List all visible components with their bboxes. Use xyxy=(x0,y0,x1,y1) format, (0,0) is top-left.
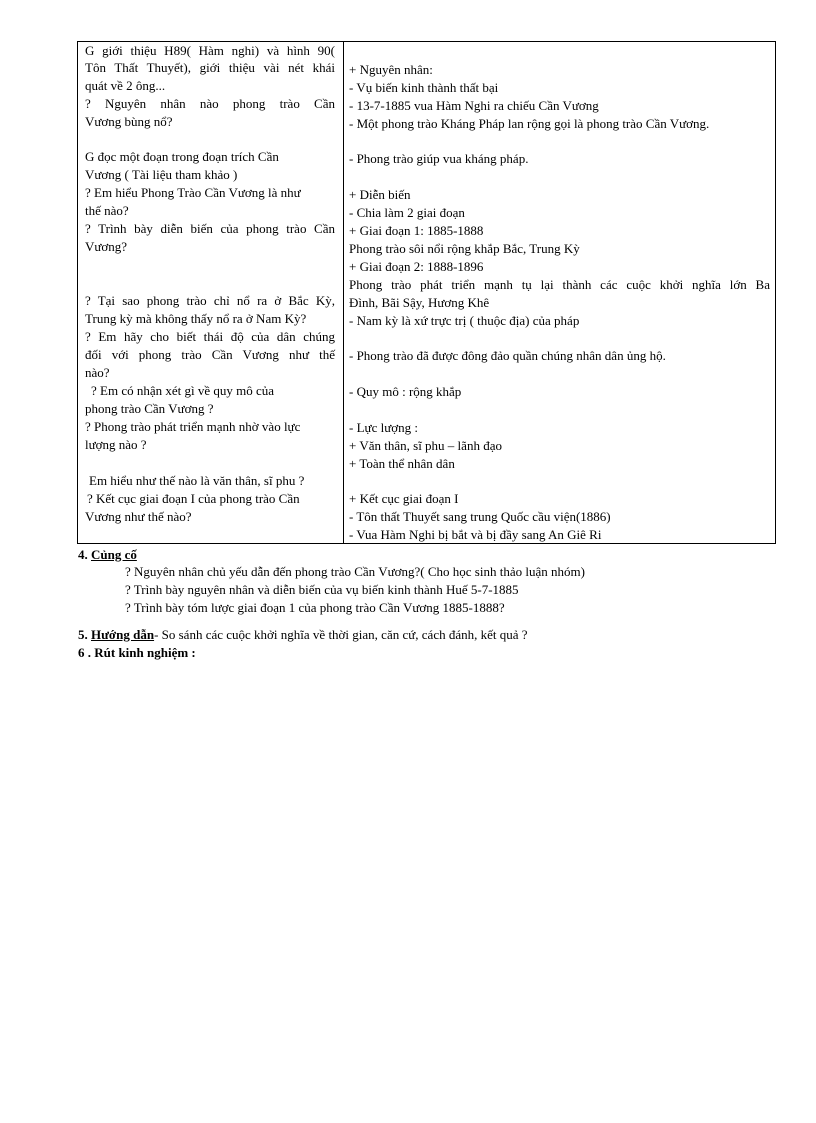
right-line: + Kết cục giai đoạn I xyxy=(349,491,459,506)
left-line: ? Phong trào phát triển mạnh nhờ vào lực xyxy=(85,419,301,434)
section-5 xyxy=(78,626,528,643)
left-line: ? Em hãy cho biết thái độ của dân chúng xyxy=(85,329,335,344)
left-line: nào? xyxy=(85,365,110,380)
right-line: + Nguyên nhân: xyxy=(349,62,433,77)
right-line: - Tôn thất Thuyết sang trung Quốc cầu viện(1886) xyxy=(349,509,611,524)
right-line: + Diễn biến xyxy=(349,187,411,202)
section-6 xyxy=(78,644,196,661)
right-line: - Lực lượng : xyxy=(349,420,418,435)
left-line: ? Kết cục giai đoạn I của phong trào Cần xyxy=(87,491,300,506)
left-line: đối với phong trào Cần Vương như thế xyxy=(85,347,335,362)
right-line: - 13-7-1885 vua Hàm Nghi ra chiếu Cần Vương xyxy=(349,98,599,113)
section-5-text: - So sánh các cuộc khởi nghĩa về thời gian, căn cứ, cách đánh, kết quả ? xyxy=(154,627,528,642)
review-question: ? Nguyên nhân chủ yếu dẫn đến phong trào Cần Vương?( Cho học sinh thảo luận nhóm) xyxy=(125,564,585,579)
section-5-number: 5. xyxy=(78,627,88,642)
right-line: - Phong trào đã được đông đảo quần chúng nhân dân ủng hộ. xyxy=(349,348,666,363)
left-line: phong trào Cần Vương ? xyxy=(85,401,214,416)
left-line: ? Em hiểu Phong Trào Cần Vương là như xyxy=(85,185,301,200)
left-line: G đọc một đoạn trong đoạn trích Cần xyxy=(85,149,279,164)
left-line: Vương bùng nổ? xyxy=(85,114,173,129)
left-line: ? Tại sao phong trào chỉ nổ ra ở Bắc Kỳ, xyxy=(85,293,335,308)
right-line: - Nam kỳ là xứ trực trị ( thuộc địa) của pháp xyxy=(349,313,580,328)
review-question: ? Trình bày nguyên nhân và diễn biến của vụ biến kinh thành Huế 5-7-1885 xyxy=(125,582,519,597)
left-line: Vương ( Tài liệu tham khảo ) xyxy=(85,167,238,182)
left-line: quát về 2 ông... xyxy=(85,78,166,93)
left-line: ? Nguyên nhân nào phong trào Cần xyxy=(85,96,335,111)
right-line: - Quy mô : rộng khắp xyxy=(349,384,462,399)
section-5-title: Hướng dẫn xyxy=(91,627,155,642)
right-line: - Phong trào giúp vua kháng pháp. xyxy=(349,151,529,166)
right-line: + Văn thân, sĩ phu – lãnh đạo xyxy=(349,438,502,453)
right-line: - Một phong trào Kháng Pháp lan rộng gọi là phong trào Cần Vương. xyxy=(349,116,710,131)
right-line: + Giai đoạn 1: 1885-1888 xyxy=(349,223,484,238)
right-line: - Vua Hàm Nghi bị bắt và bị đầy sang An Giê Ri xyxy=(349,527,602,542)
right-line: + Toàn thể nhân dân xyxy=(349,456,455,471)
right-line: - Chia làm 2 giai đoạn xyxy=(349,205,465,220)
left-line: Trung kỳ mà không thấy nổ ra ở Nam Kỳ? xyxy=(85,311,307,326)
left-line: Em hiểu như thế nào là văn thân, sĩ phu ? xyxy=(89,473,305,488)
left-line: G giới thiệu H89( Hàm nghi) và hình 90( xyxy=(85,43,335,58)
right-line: + Giai đoạn 2: 1888-1896 xyxy=(349,259,484,274)
left-line: thế nào? xyxy=(85,203,129,218)
section-6-label: 6 . Rút kinh nghiệm : xyxy=(78,645,196,660)
column-divider xyxy=(343,42,344,543)
right-line: - Vụ biến kinh thành thất bại xyxy=(349,80,499,95)
left-line: ? Trình bày diễn biến của phong trào Cần xyxy=(85,221,335,236)
left-line: Vương? xyxy=(85,239,128,254)
left-line: ? Em có nhận xét gì về quy mô của xyxy=(91,383,275,398)
left-line: Tôn Thất Thuyết), giới thiệu vài nét khái xyxy=(85,60,335,75)
section-4-number: 4. xyxy=(78,547,88,562)
right-line: Đình, Bãi Sậy, Hương Khê xyxy=(349,295,490,310)
review-question: ? Trình bày tóm lược giai đoạn 1 của phong trào Cần Vương 1885-1888? xyxy=(125,600,505,615)
section-4-heading xyxy=(78,546,137,563)
section-4-title: Củng cố xyxy=(91,547,137,562)
left-line: lượng nào ? xyxy=(85,437,147,452)
left-line: Vương như thế nào? xyxy=(85,509,192,524)
right-line: Phong trào phát triển mạnh tụ lại thành các cuộc khởi nghĩa lớn Ba xyxy=(349,277,770,292)
right-line: Phong trào sôi nổi rộng khắp Bắc, Trung Kỳ xyxy=(349,241,580,256)
lesson-table xyxy=(77,41,776,544)
